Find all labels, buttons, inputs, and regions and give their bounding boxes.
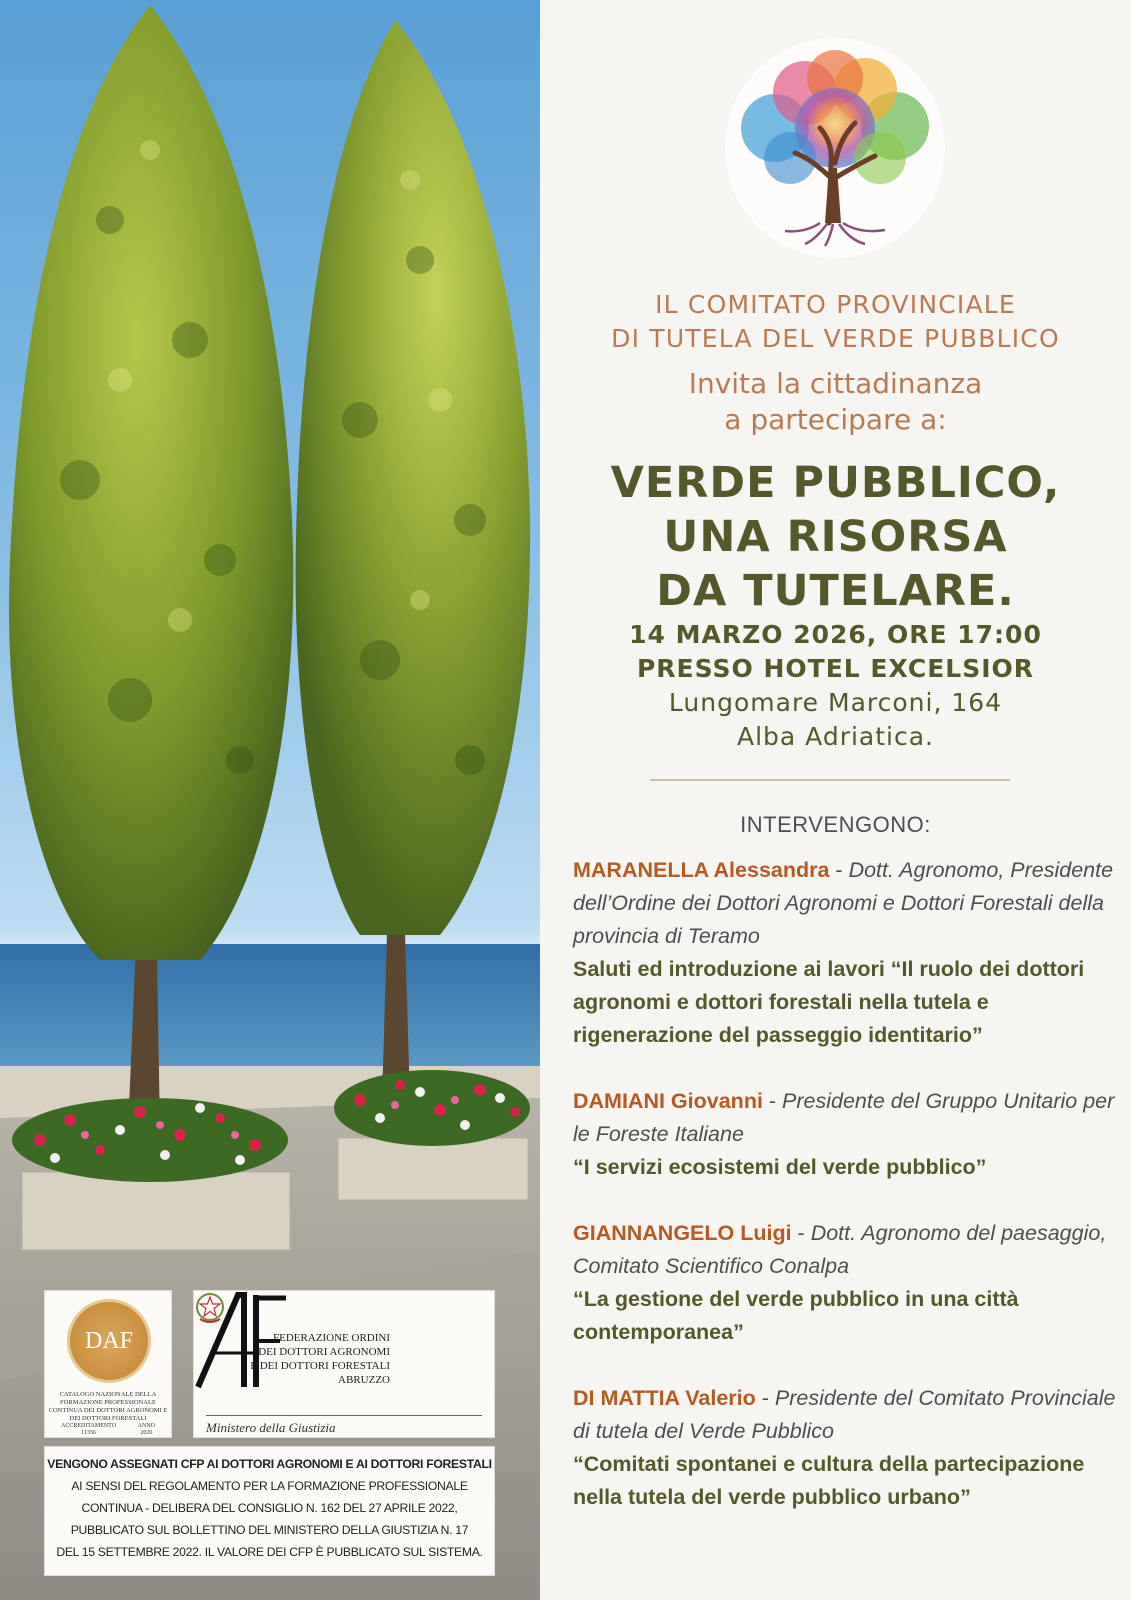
speaker-heading — [573, 1382, 1118, 1448]
af-monogram-logo — [194, 1291, 288, 1391]
speaker-entry — [573, 1217, 1118, 1349]
federation-line: E DEI DOTTORI FORESTALI — [250, 1360, 390, 1372]
organizer-line: DI TUTELA DEL VERDE PUBBLICO — [611, 324, 1060, 353]
speaker-entry — [573, 854, 1118, 1052]
speaker-role: Presidente del Gruppo Unitario per le Foreste Italiane — [573, 1089, 1115, 1146]
speaker-talk: “La gestione del verde pubblico in una città contemporanea” — [573, 1287, 1019, 1344]
poplar-seafront-photo — [0, 0, 540, 1600]
speaker-heading — [573, 1085, 1118, 1151]
speakers-heading: INTERVENGONO: — [740, 812, 931, 837]
event-address: Lungomare Marconi, 164 — [668, 688, 1003, 717]
invite-line: a partecipare a: — [724, 403, 947, 436]
speaker-talk: Saluti ed introduzione ai lavori “Il ruolo dei dottori agronomi e dottori forestali nella tutela e rigenerazione del passeggio identitario” — [573, 957, 1085, 1047]
speaker-heading — [573, 854, 1118, 953]
organizer-heading — [540, 288, 1131, 356]
daf-accreditation — [61, 1423, 155, 1437]
ministry-label: Ministero della Giustizia — [206, 1415, 482, 1436]
speaker-heading — [573, 1217, 1118, 1283]
tree-of-life-icon — [725, 38, 945, 258]
daf-logo-box — [44, 1290, 172, 1438]
speaker-name: DI MATTIA Valerio — [573, 1386, 756, 1410]
cfp-line: PUBBLICATO SUL BOLLETTINO DEL MINISTERO DELLA GIUSTIZIA N. 17 — [70, 1523, 469, 1537]
event-title-line: VERDE PUBBLICO, — [610, 458, 1061, 508]
speaker-separator: - — [755, 1386, 775, 1410]
rainbow-tree-logo — [725, 38, 945, 258]
daf-accreditation-label: ACCREDITAMENTO — [61, 1423, 117, 1429]
daf-year-label: ANNO — [137, 1423, 155, 1429]
flower-planter — [338, 1138, 528, 1200]
speaker-separator: - — [762, 1089, 783, 1113]
invitation-panel — [540, 0, 1131, 1600]
event-venue: PRESSO HOTEL EXCELSIOR — [636, 654, 1035, 683]
event-title — [540, 456, 1131, 618]
cfp-line: DEL 15 SETTEMBRE 2022. IL VALORE DEI CFP È PUBBLICATO SUL SISTEMA. — [56, 1545, 483, 1559]
speaker-name: GIANNANGELO Luigi — [573, 1221, 792, 1245]
speaker-name: DAMIANI Giovanni — [573, 1089, 763, 1113]
invite-text — [540, 366, 1131, 438]
event-title-line: UNA RISORSA — [663, 512, 1008, 562]
organizer-line: IL COMITATO PROVINCIALE — [655, 290, 1016, 319]
cfp-line: VENGONO ASSEGNATI CFP AI DOTTORI AGRONOMI E AI DOTTORI FORESTALI — [47, 1457, 492, 1471]
federation-line: DEI DOTTORI AGRONOMI — [258, 1346, 390, 1358]
speaker-role: Presidente del Comitato Provinciale di tutela del Verde Pubblico — [573, 1386, 1116, 1443]
speaker-talk: “Comitati spontanei e cultura della partecipazione nella tutela del verde pubblico urbano” — [573, 1452, 1085, 1509]
event-date-time: 14 MARZO 2026, ORE 17:00 — [629, 620, 1042, 649]
federation-line: ABRUZZO — [338, 1374, 390, 1386]
speaker-talk: “I servizi ecosistemi del verde pubblico” — [573, 1155, 987, 1179]
daf-accreditation-number: 11356 — [81, 1430, 96, 1436]
speaker-entry — [573, 1382, 1118, 1514]
cfp-line: CONTINUA - DELIBERA DEL CONSIGLIO N. 162 DEL 27 APRILE 2022, — [81, 1501, 458, 1515]
federation-logo-box — [193, 1290, 495, 1438]
invite-line: Invita la cittadinanza — [688, 367, 983, 400]
cfp-line: AI SENSI DEL REGOLAMENTO PER LA FORMAZIONE PROFESSIONALE — [71, 1479, 468, 1493]
speaker-entry — [573, 1085, 1118, 1184]
speaker-role: Dott. Agronomo del paesaggio, Comitato Scientifico Conalpa — [573, 1221, 1107, 1278]
federation-line: FEDERAZIONE ORDINI — [272, 1332, 390, 1344]
daf-caption: CATALOGO NAZIONALE DELLA FORMAZIONE PROFESSIONALE CONTINUA DEI DOTTORI AGRONOMI E DEI DOTTORI FORESTALI — [48, 1391, 168, 1422]
daf-year: 2026 — [140, 1430, 153, 1436]
speaker-role: Dott. Agronomo, Presidente dell’Ordine dei Dottori Agronomi e Dottori Forestali della provincia di Teramo — [573, 858, 1114, 948]
event-title-line: DA TUTELARE. — [656, 566, 1015, 616]
poplar-crown — [296, 20, 530, 935]
event-city: Alba Adriatica. — [736, 722, 935, 751]
flower-planter — [22, 1172, 290, 1250]
speaker-name: MARANELLA Alessandra — [573, 858, 830, 882]
cfp-notice — [44, 1446, 495, 1576]
speaker-separator: - — [829, 858, 849, 882]
daf-seal-logo: DAF — [67, 1299, 151, 1383]
speaker-separator: - — [791, 1221, 811, 1245]
event-details — [540, 618, 1131, 754]
sea — [0, 944, 540, 1074]
speakers-list — [573, 854, 1118, 1547]
section-divider — [650, 779, 1010, 781]
